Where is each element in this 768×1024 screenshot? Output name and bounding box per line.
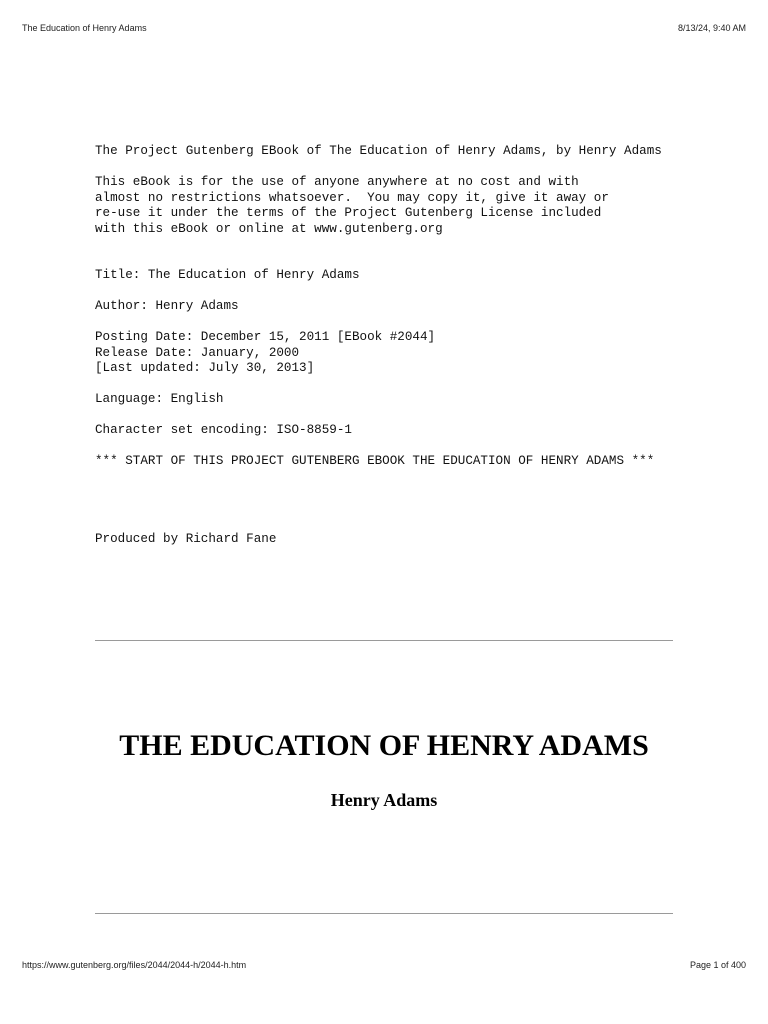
preamble-line: [95, 237, 662, 253]
preamble-line: Language: English: [95, 392, 224, 406]
preamble-line: [95, 501, 662, 517]
preamble-line: [95, 470, 662, 486]
print-header: [22, 21, 746, 35]
preamble-line: Posting Date: December 15, 2011 [EBook #2044]: [95, 330, 436, 344]
preamble-line: [95, 377, 662, 393]
preamble-line: Character set encoding: ISO-8859-1: [95, 423, 352, 437]
preamble-line: [Last updated: July 30, 2013]: [95, 361, 315, 375]
preamble-line: Produced by Richard Fane: [95, 531, 277, 546]
section-divider-bottom: [95, 913, 673, 914]
preamble-line: Release Date: January, 2000: [95, 345, 300, 360]
preamble-line: [95, 160, 662, 176]
book-title: THE EDUCATION OF HENRY ADAMS: [119, 729, 649, 762]
preamble-line: [95, 408, 662, 424]
preamble-line: *** START OF THIS PROJECT GUTENBERG EBOOK THE EDUCATION OF HENRY ADAMS ***: [95, 454, 655, 468]
preamble-line: almost no restrictions whatsoever. You may copy it, give it away or: [95, 190, 609, 205]
book-author: Henry Adams: [330, 790, 438, 810]
section-divider-top: [95, 640, 673, 641]
preamble-line: This eBook is for the use of anyone anywhere at no cost and with: [95, 175, 579, 189]
preamble-line: Title: The Education of Henry Adams: [95, 268, 360, 282]
preamble-line: [95, 516, 662, 532]
preamble-line: [95, 439, 662, 455]
print-header-timestamp: 8/13/24, 9:40 AM: [677, 23, 746, 33]
preamble-line: [95, 284, 662, 300]
print-header-title: The Education of Henry Adams: [22, 23, 147, 33]
preamble-line: [95, 253, 662, 269]
preamble-line: The Project Gutenberg EBook of The Education of Henry Adams, by Henry Adams: [95, 144, 662, 158]
print-footer-url: https://www.gutenberg.org/files/2044/2044-h/2044-h.htm: [22, 960, 247, 970]
page-indicator: Page 1 of 400: [689, 960, 746, 970]
preamble-line: [95, 315, 662, 331]
preamble-line: with this eBook or online at www.gutenberg.org: [95, 221, 443, 236]
print-footer: [22, 958, 746, 972]
preamble-line: [95, 485, 662, 501]
preamble-line: re-use it under the terms of the Project Gutenberg License included: [95, 206, 602, 220]
gutenberg-preamble: [95, 144, 662, 547]
preamble-line: Author: Henry Adams: [95, 299, 239, 313]
